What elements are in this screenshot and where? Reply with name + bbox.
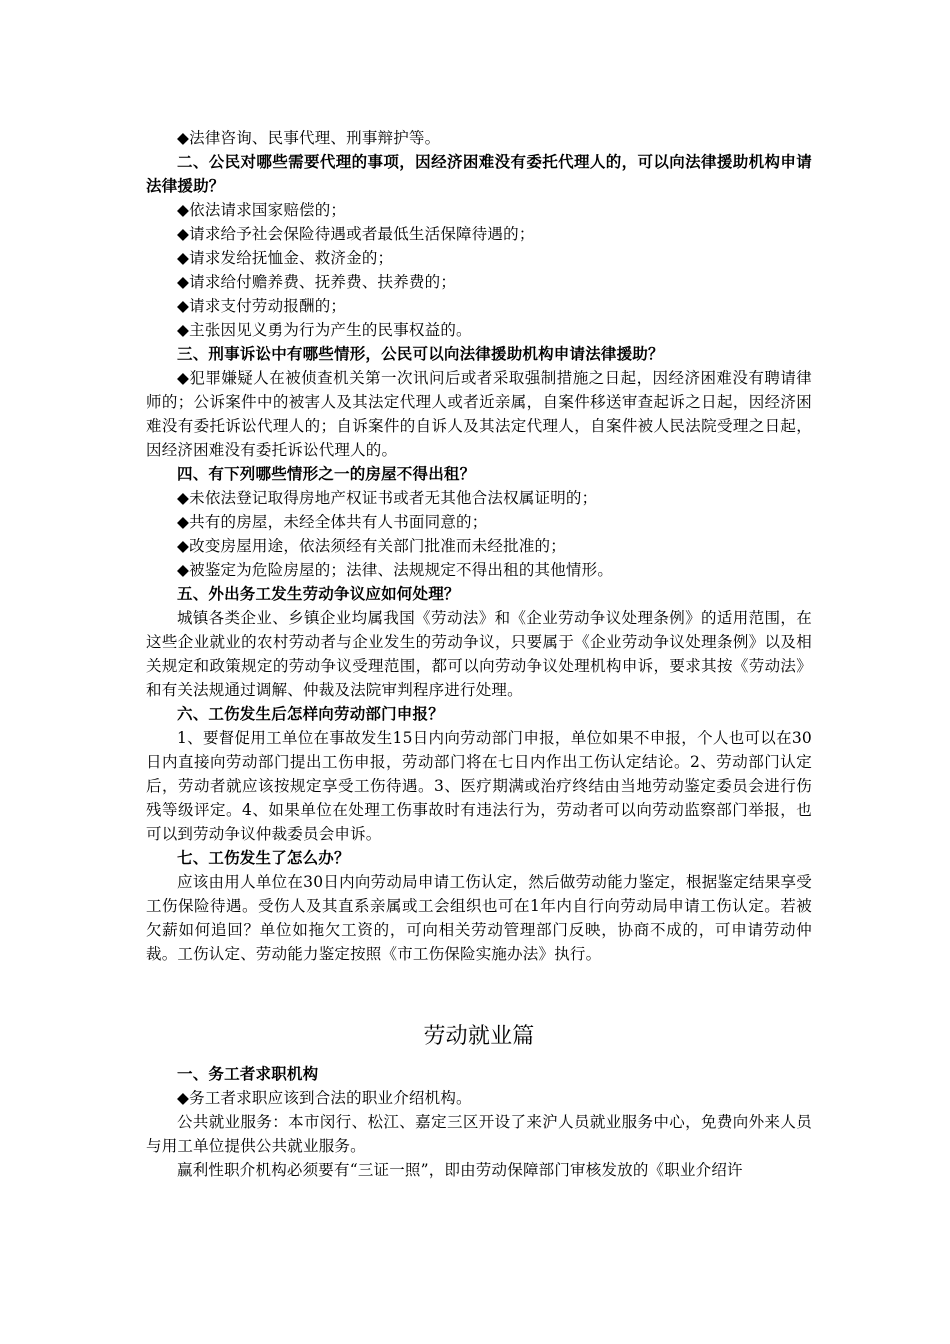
- question-heading: 四、有下列哪些情形之一的房屋不得出租？: [177, 464, 476, 483]
- paragraph: 公共就业服务：本市闵行、松江、嘉定三区开设了来沪人员就业服务中心，免费向外来人员与用工单位提供公共就业服务。: [146, 1113, 812, 1155]
- paragraph: ◆未依法登记取得房地产权证书或者无其他合法权属证明的；: [177, 489, 598, 507]
- paragraph: ◆改变房屋用途，依法须经有关部门批准而未经批准的；: [177, 537, 566, 555]
- question-heading: 二、公民对哪些需要代理的事项，因经济困难没有委托代理人的，可以向法律援助机构申请法律援助？: [146, 152, 812, 195]
- paragraph: 城镇各类企业、乡镇企业均属我国《劳动法》和《企业劳动争议处理条例》的适用范围，在这些企业就业的农村劳动者与企业发生的劳动争议，只要属于《企业劳动争议处理条例》以及相关规定和政策规定的劳动争议受理范围，都可以向劳动争议处理机构申诉，要求其按《劳动法》和有关法规通过调解、仲裁及法院审判程序进行处理。: [146, 609, 812, 699]
- paragraph: ◆务工者求职应该到合法的职业介绍机构。: [177, 1089, 472, 1107]
- question-heading: 五、外出务工发生劳动争议应如何处理？: [177, 584, 460, 603]
- paragraph: 赢利性职介机构必须要有“三证一照”，即由劳动保障部门审核发放的《职业介绍许: [177, 1161, 743, 1179]
- paragraph: ◆共有的房屋，未经全体共有人书面同意的；: [177, 513, 488, 531]
- paragraph: ◆请求给付赡养费、抚养费、扶养费的；: [177, 273, 457, 291]
- legal-aid-section: [146, 126, 812, 966]
- question-heading: 一、务工者求职机构: [177, 1064, 319, 1083]
- employment-section: [146, 1062, 812, 1182]
- paragraph: 应该由用人单位在30日内向劳动局申请工伤认定，然后做劳动能力鉴定，根据鉴定结果享受工伤保险待遇。受伤人及其直系亲属或工会组织也可在1年内自行向劳动局申请工伤认定。若被欠薪如何追回？单位如拖欠工资的，可向相关劳动管理部门反映，协商不成的，可申请劳动仲裁。工伤认定、劳动能力鉴定按照《市工伤保险实施办法》执行。: [146, 873, 812, 963]
- paragraph: ◆请求给予社会保险待遇或者最低生活保障待遇的；: [177, 225, 535, 243]
- paragraph: 1、要督促用工单位在事故发生15日内向劳动部门申报，单位如果不申报，个人也可以在30日内直接向劳动部门提出工伤申报，劳动部门将在七日内作出工伤认定结论。2、劳动部门认定后，劳动者就应该按规定享受工伤待遇。3、医疗期满或治疗终结由当地劳动鉴定委员会进行伤残等级评定。4、如果单位在处理工伤事故时有违法行为，劳动者可以向劳动监察部门举报，也可以到劳动争议仲裁委员会申诉。: [146, 729, 812, 843]
- paragraph: ◆主张因见义勇为行为产生的民事权益的。: [177, 321, 472, 339]
- question-heading: 七、工伤发生了怎么办？: [177, 848, 350, 867]
- paragraph: ◆请求支付劳动报酬的；: [177, 297, 347, 315]
- paragraph: ◆请求发给抚恤金、救济金的；: [177, 249, 394, 267]
- paragraph: ◆犯罪嫌疑人在被侦查机关第一次讯问后或者采取强制措施之日起，因经济困难没有聘请律师的；公诉案件中的被害人及其法定代理人或者近亲属，自案件移送审查起诉之日起，因经济困难没有委托诉讼代理人的；自诉案件的自诉人及其法定代理人，自案件被人民法院受理之日起，因经济困难没有委托诉讼代理人的。: [146, 369, 812, 459]
- paragraph: ◆被鉴定为危险房屋的；法律、法规规定不得出租的其他情形。: [177, 561, 614, 579]
- paragraph: ◆法律咨询、民事代理、刑事辩护等。: [177, 129, 441, 147]
- document-body: [146, 126, 812, 1182]
- section-title: 劳动就业篇: [423, 1024, 535, 1049]
- question-heading: 三、刑事诉讼中有哪些情形，公民可以向法律援助机构申请法律援助？: [177, 344, 664, 363]
- question-heading: 六、工伤发生后怎样向劳动部门申报？: [177, 704, 444, 723]
- paragraph: ◆依法请求国家赔偿的；: [177, 201, 347, 219]
